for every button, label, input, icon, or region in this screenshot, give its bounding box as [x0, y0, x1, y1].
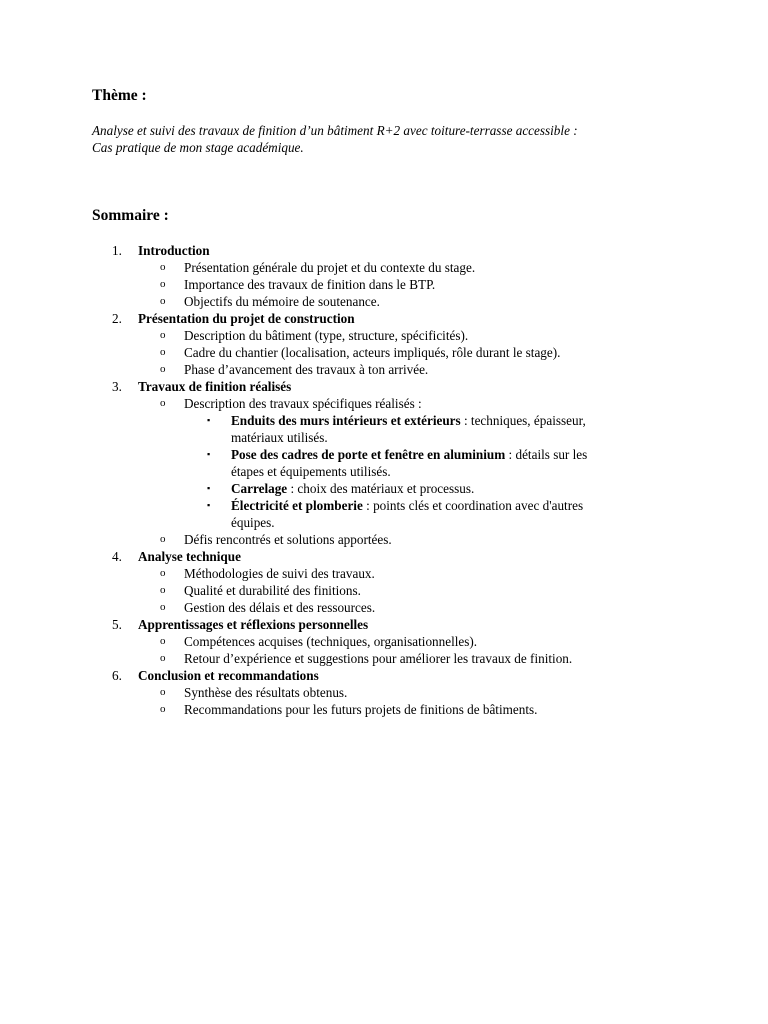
list-item-text: Phase d’avancement des travaux à ton arrivée. — [184, 362, 429, 377]
section-title-row — [0, 667, 768, 684]
sub-item-detail: étapes et équipements utilisés. — [231, 464, 391, 479]
sub-list-item-continuation — [0, 429, 768, 446]
list-item — [0, 259, 768, 276]
list-item — [0, 650, 768, 667]
circle-bullet-icon: o — [160, 278, 166, 290]
list-item-text: Défis rencontrés et solutions apportées. — [184, 532, 392, 547]
sommaire-heading: Sommaire : — [92, 207, 169, 224]
section-title-row — [0, 378, 768, 395]
circle-bullet-icon: o — [160, 703, 166, 715]
circle-bullet-icon: o — [160, 601, 166, 613]
list-item-text: Objectifs du mémoire de soutenance. — [184, 294, 380, 309]
section-title-row — [0, 310, 768, 327]
sub-list-item — [0, 497, 768, 514]
sub-item-title: Carrelage — [231, 481, 288, 496]
sub-list-item-continuation — [0, 463, 768, 480]
section-title-row — [0, 616, 768, 633]
list-item — [0, 633, 768, 650]
list-item — [0, 684, 768, 701]
section-title-row — [0, 548, 768, 565]
section-number: 6. — [112, 668, 122, 683]
theme-line: Analyse et suivi des travaux de finition d’un bâtiment R+2 avec toiture-terrasse accessible : — [92, 123, 578, 138]
list-item — [0, 565, 768, 582]
list-item — [0, 361, 768, 378]
sub-item-detail: : détails sur les — [505, 447, 588, 462]
list-item-text: Qualité et durabilité des finitions. — [184, 583, 361, 598]
circle-bullet-icon: o — [160, 346, 166, 358]
circle-bullet-icon: o — [160, 686, 166, 698]
circle-bullet-icon: o — [160, 329, 166, 341]
section-title: Introduction — [138, 243, 210, 258]
circle-bullet-icon: o — [160, 635, 166, 647]
circle-bullet-icon: o — [160, 363, 166, 375]
list-item-text: Importance des travaux de finition dans le BTP. — [184, 277, 436, 292]
section-title: Analyse technique — [138, 549, 241, 564]
square-bullet-icon: ▪ — [207, 415, 211, 425]
list-item-text: Description des travaux spécifiques réalisés : — [184, 396, 422, 411]
sub-item-detail: matériaux utilisés. — [231, 430, 328, 445]
theme-line: Cas pratique de mon stage académique. — [92, 140, 304, 155]
square-bullet-icon: ▪ — [207, 500, 211, 510]
list-item-text: Compétences acquises (techniques, organisationnelles). — [184, 634, 478, 649]
list-item — [0, 531, 768, 548]
circle-bullet-icon: o — [160, 567, 166, 579]
sub-list-item-text — [231, 412, 586, 429]
sub-list-item — [0, 480, 768, 497]
sub-list-item — [0, 412, 768, 429]
list-item-text: Gestion des délais et des ressources. — [184, 600, 376, 615]
section-number: 5. — [112, 617, 122, 632]
section-title: Conclusion et recommandations — [138, 668, 319, 683]
section-title: Présentation du projet de construction — [138, 311, 355, 326]
circle-bullet-icon: o — [160, 584, 166, 596]
section-number: 3. — [112, 379, 122, 394]
sub-item-title: Pose des cadres de porte et fenêtre en aluminium — [231, 447, 506, 462]
circle-bullet-icon: o — [160, 652, 166, 664]
sub-list-item-continuation — [0, 514, 768, 531]
list-item-text: Retour d’expérience et suggestions pour améliorer les travaux de finition. — [184, 651, 573, 666]
list-item — [0, 344, 768, 361]
sub-list-item-text — [231, 480, 474, 497]
list-item-text: Recommandations pour les futurs projets de finitions de bâtiments. — [184, 702, 538, 717]
section-title: Travaux de finition réalisés — [138, 379, 292, 394]
section-number: 1. — [112, 243, 122, 258]
sub-list-item — [0, 446, 768, 463]
section-title-row — [0, 242, 768, 259]
theme-heading: Thème : — [92, 87, 147, 104]
sub-item-title: Enduits des murs intérieurs et extérieurs — [231, 413, 461, 428]
circle-bullet-icon: o — [160, 295, 166, 307]
list-item — [0, 395, 768, 412]
list-item-text: Synthèse des résultats obtenus. — [184, 685, 348, 700]
list-item — [0, 701, 768, 718]
sub-item-detail: équipes. — [231, 515, 275, 530]
list-item-text: Description du bâtiment (type, structure, spécificités). — [184, 328, 469, 343]
square-bullet-icon: ▪ — [207, 449, 211, 459]
sub-list-item-text — [231, 497, 583, 514]
section-number: 2. — [112, 311, 122, 326]
sub-item-detail: : choix des matériaux et processus. — [287, 481, 475, 496]
circle-bullet-icon: o — [160, 533, 166, 545]
list-item — [0, 276, 768, 293]
sub-list-item-text — [231, 446, 587, 463]
table-of-contents — [0, 242, 768, 718]
list-item — [0, 327, 768, 344]
theme-text — [92, 122, 692, 156]
circle-bullet-icon: o — [160, 261, 166, 273]
list-item-text: Méthodologies de suivi des travaux. — [184, 566, 375, 581]
circle-bullet-icon: o — [160, 397, 166, 409]
sub-item-title: Électricité et plomberie — [231, 498, 363, 513]
list-item-text: Présentation générale du projet et du contexte du stage. — [184, 260, 476, 275]
list-item-text: Cadre du chantier (localisation, acteurs impliqués, rôle durant le stage). — [184, 345, 561, 360]
section-title: Apprentissages et réflexions personnelles — [138, 617, 369, 632]
list-item — [0, 293, 768, 310]
section-number: 4. — [112, 549, 122, 564]
list-item — [0, 582, 768, 599]
list-item — [0, 599, 768, 616]
sub-item-detail: : points clés et coordination avec d'autres — [362, 498, 584, 513]
square-bullet-icon: ▪ — [207, 483, 211, 493]
sub-item-detail: : techniques, épaisseur, — [460, 413, 586, 428]
